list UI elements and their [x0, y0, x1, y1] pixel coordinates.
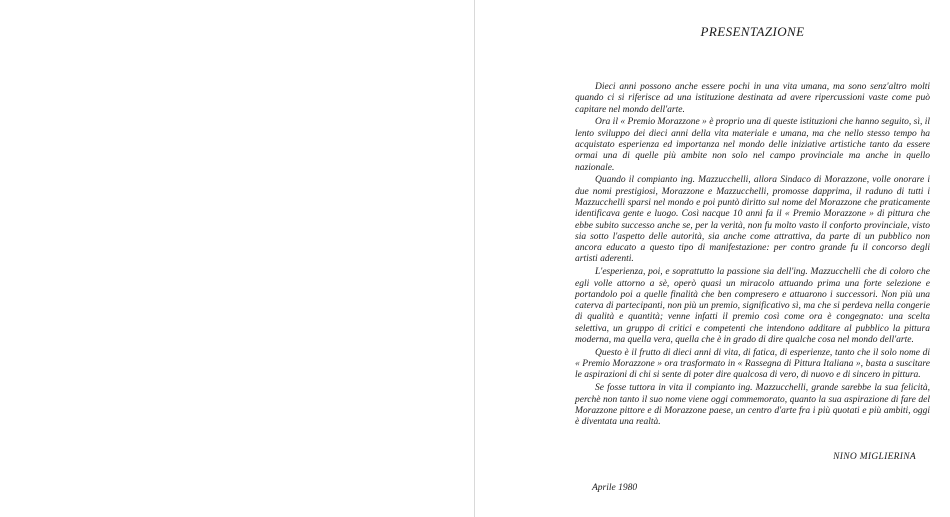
body-text	[575, 82, 930, 430]
paragraph-2: Ora il « Premio Morazzone » è proprio una di queste istituzioni che hanno seguito, sì, il lento sviluppo dei dieci anni della vita materiale e umana, ma che nello stesso tempo ha acquistato esperienza ed importanza nel mondo delle iniziative artistiche tanto da essere ormai una di quelle più ambite non solo nel campo provinciale ma anche in quello nazionale.	[575, 117, 930, 173]
paragraph-6: Se fosse tuttora in vita il compianto ing. Mazzucchelli, grande sarebbe la sua felicità, perchè non tanto il suo nome viene oggi commemorato, quanto la sua aspirazione di fare del Morazzone pittore e di Morazzone paese, un centro d'arte fra i più quotati e più ambiti, oggi è diventata una realtà.	[575, 383, 930, 428]
paragraph-4: L'esperienza, poi, e soprattutto la passione sia dell'ing. Mazzucchelli che di coloro che egli volle attorno a sè, operò quasi un miracolo attuando prima una forte selezione e portandolo poi a quelle finalità che ben compresero e attuarono i successori. Non più una caterva di partecipanti, non più un premio, significativo sì, ma che si perdeva nella congerie di qualità e quantità; venne infatti il premio così come ora è congegnato: una scelta selettiva, un gruppo di critici e competenti che intendono additare al pubblico la pittura moderna, ma quella vera, quella che è in grado di dire qualche cosa nel mondo dell'arte.	[575, 267, 930, 346]
paragraph-3: Quando il compianto ing. Mazzucchelli, allora Sindaco di Morazzone, volle onorare i due nomi prestigiosi, Morazzone e Mazzucchelli, promosse dapprima, il raduno di tutti i Mazzucchelli sparsi nel mondo e poi puntò diritto sul nome del Morazzone che praticamente identificava gente e luogo. Così nacque 10 anni fa il « Premio Morazzone » di pittura che ebbe subito successo anche se, per la verità, non fu molto vasto il conforto provinciale, visto sia sotto l'aspetto delle autorità, sia anche come attrattiva, da parte di un pubblico non ancora educato a questo tipo di manifestazione: per contro grande fu il concorso degli artisti aderenti.	[575, 175, 930, 265]
title-block	[575, 24, 930, 40]
date-line: Aprile 1980	[592, 483, 638, 493]
page-title: PRESENTAZIONE	[700, 24, 805, 39]
left-page-blank	[0, 0, 474, 517]
author-signature: NINO MIGLIERINA	[833, 452, 916, 462]
paragraph-5: Questo è il frutto di dieci anni di vita, di fatica, di esperienze, tanto che il solo nome di « Premio Morazzone » ora trasformato in « Rassegna di Pittura Italiana », basta a suscitare le aspirazioni di chi si sente di poter dire qualcosa di vero, di nuovo e di sincero in pittura.	[575, 347, 930, 381]
paragraph-1: Dieci anni possono anche essere pochi in una vita umana, ma sono senz'altro molti quando ci si riferisce ad una istituzione destinata ad avere ripercussioni vaste come può capitare nel mondo dell'arte.	[575, 82, 930, 115]
